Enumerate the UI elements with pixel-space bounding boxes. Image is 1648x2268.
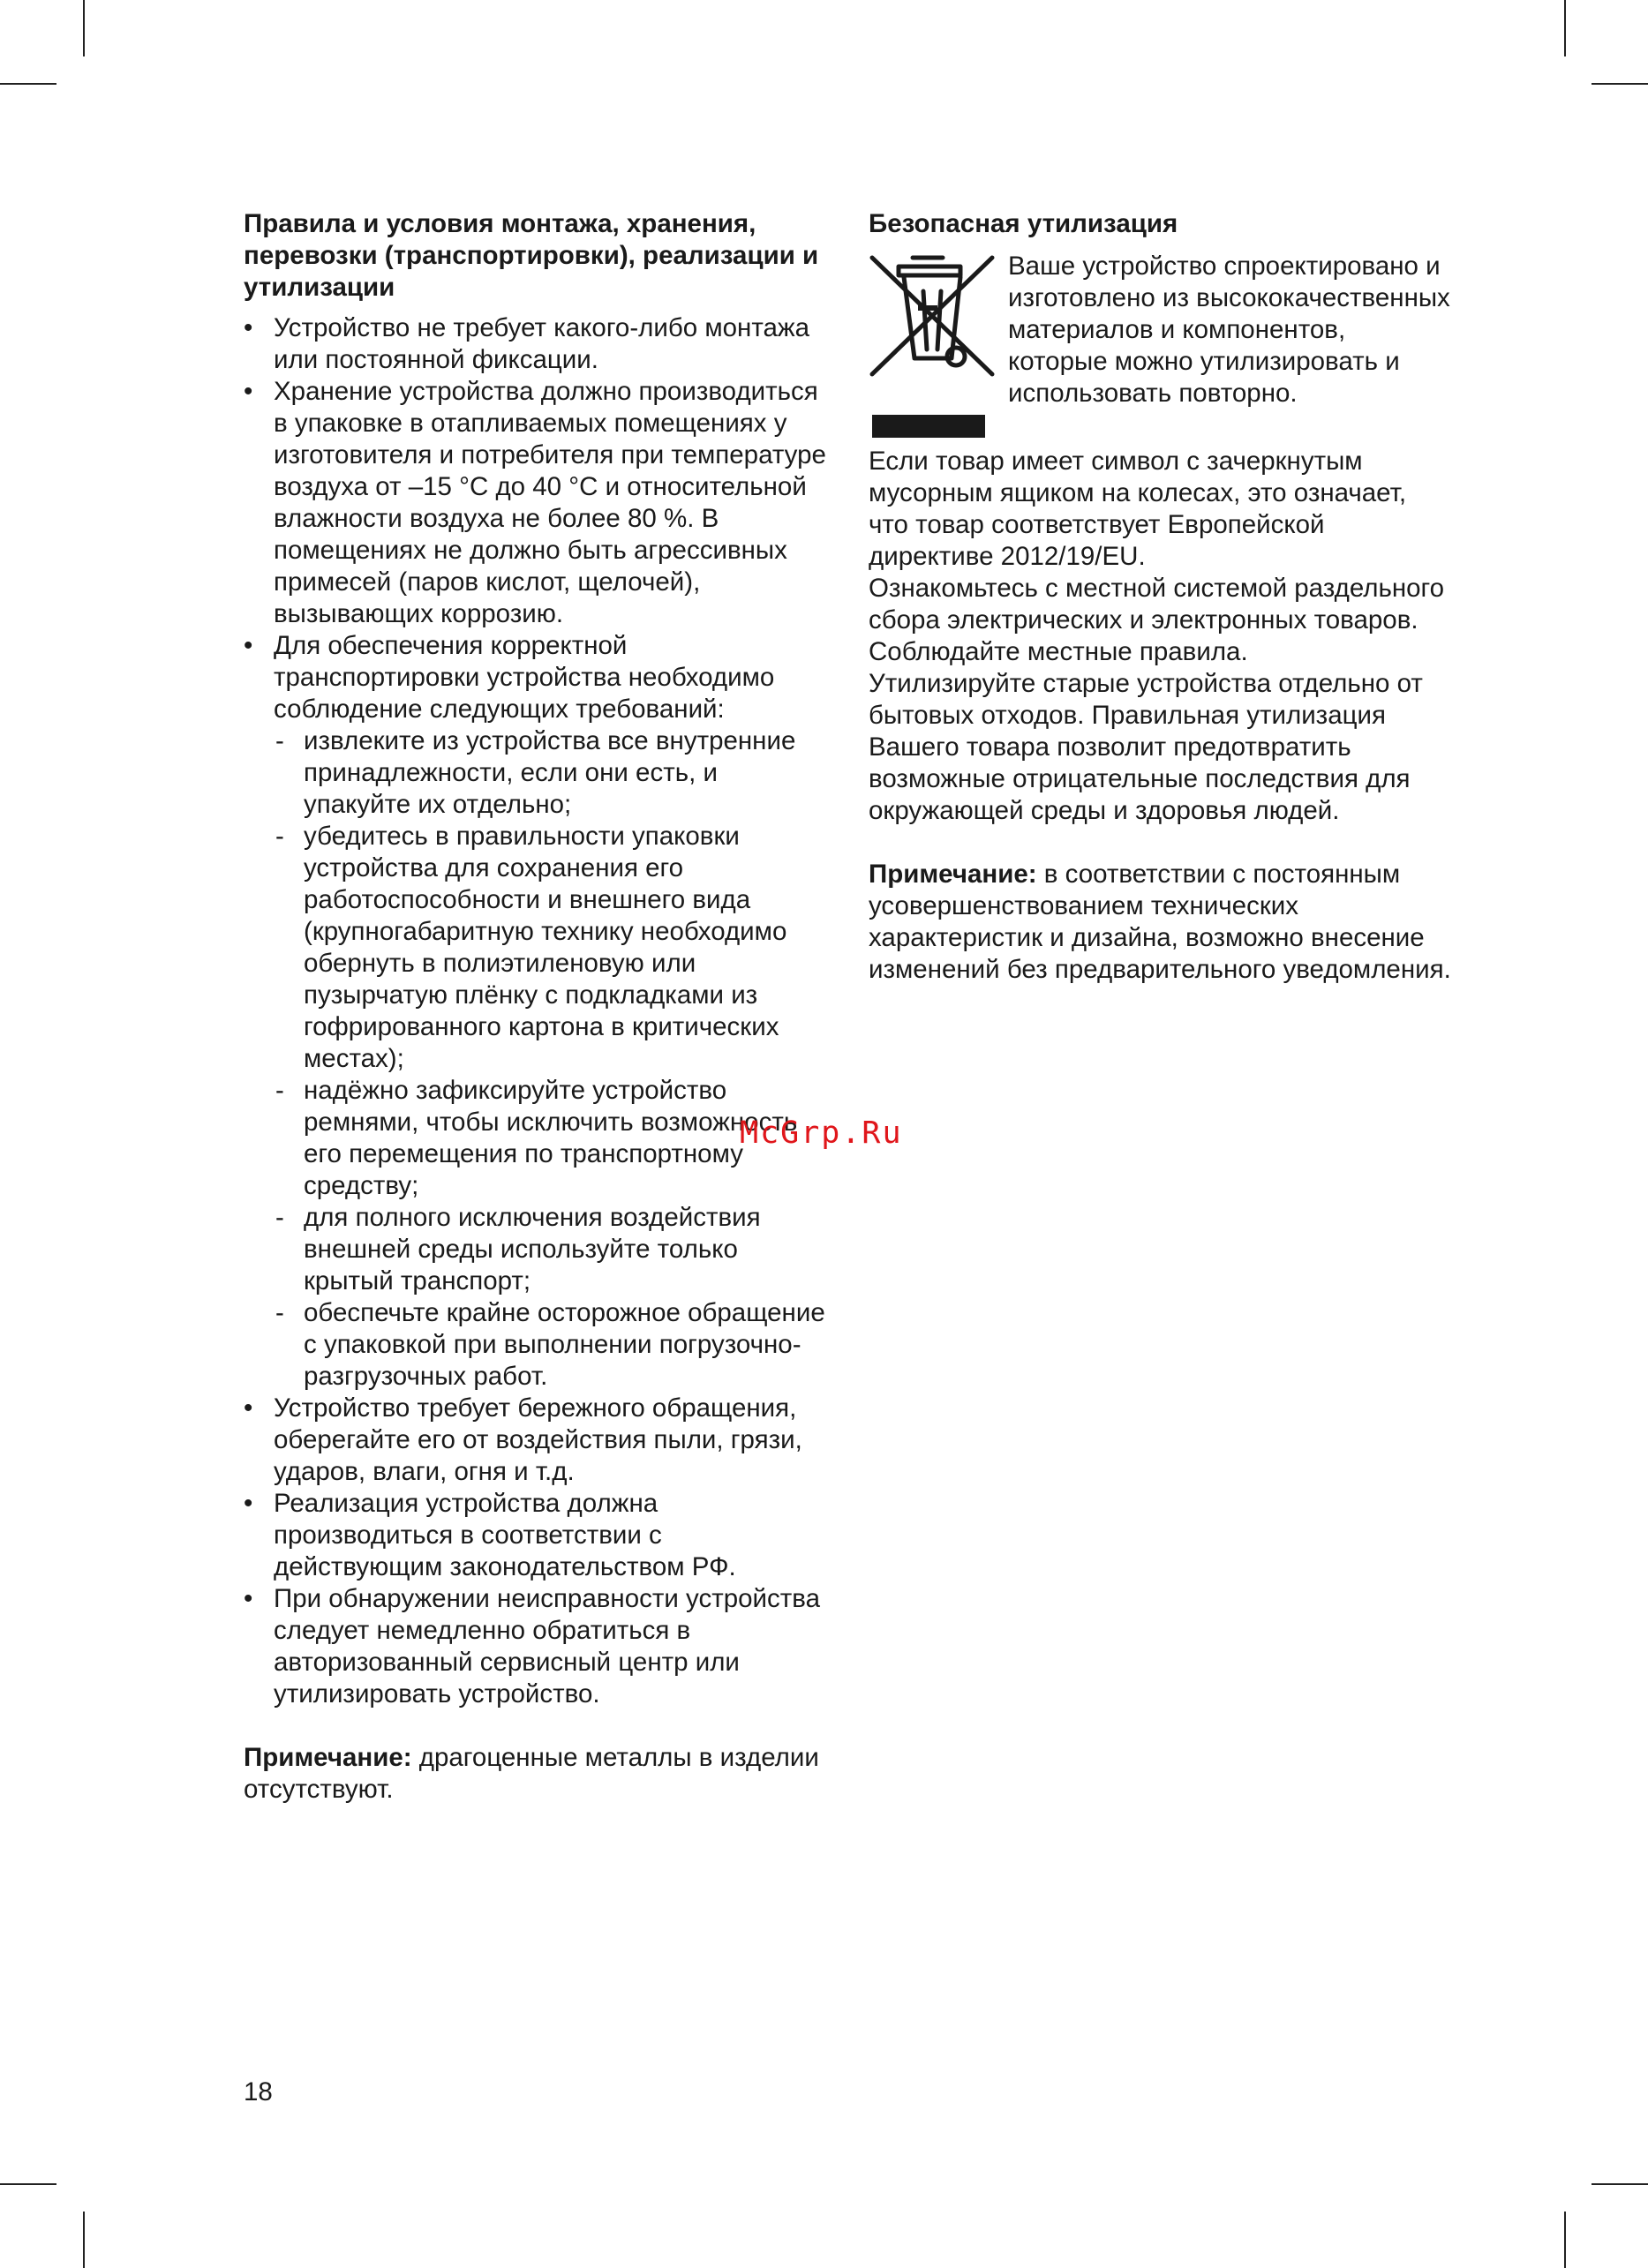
list-item-text: Для обеспечения корректной транспортировки устройства необходимо соблюдение следующих требований: [274,631,775,724]
crop-mark [83,2212,85,2268]
section-heading-disposal: Безопасная утилизация [869,209,1178,238]
list-item [244,630,832,1393]
sub-list-item: - обеспечьте крайне осторожное обращение с упаковкой при выполнении погрузочно-разгрузочных работ. [274,1297,832,1393]
right-column [869,208,1451,986]
sub-list-item: - убедитесь в правильности упаковки устройства для сохранения его работоспособности и внешнего вида (крупногабаритную технику необходимо обернуть в полиэтиленовую или пузырчатую плёнку с подкладками из гофрированного картона в критических местах); [274,821,832,1075]
note-label: Примечание: [869,860,1037,889]
requirements-list [244,312,832,1710]
crossed-out-wheeled-bin-icon [869,251,1001,446]
weee-symbol-block [869,251,1451,446]
note-right [869,859,1451,986]
crop-mark [83,0,85,56]
list-item: • При обнаружении неисправности устройства следует немедленно обратиться в авторизованный сервисный центр или утилизировать устройство. [244,1583,832,1710]
left-column [244,208,832,1806]
section-heading-installation: Правила и условия монтажа, хранения, перевозки (транспортировки), реализации и утилизации [244,209,819,302]
page-number: 18 [244,2077,273,2107]
watermark-text: McGrp.Ru [740,1115,903,1151]
sub-list-item: - извлеките из устройства все внутренние принадлежности, если они есть, и упакуйте их отдельно; [274,725,832,821]
note-text: в соответствии с постоянным усовершенствованием технических характеристик и дизайна, возможно внесение изменений без предварительного уведомления. [869,860,1451,984]
sub-list-item: - для полного исключения воздействия внешней среды используйте только крытый транспорт; [274,1202,832,1297]
crop-mark [1564,2212,1566,2268]
list-item: • Хранение устройства должно производиться в упаковке в отапливаемых помещениях у изготовителя и потребителя при температуре воздуха от –15 °C до 40 °C и относительной влажности воздуха не более 80 %. В помещениях не должно быть агрессивных примесей (паров кислот, щелочей), вызывающих коррозию. [244,376,832,630]
note-left [244,1742,832,1806]
list-item: • Устройство требует бережного обращения, оберегайте его от воздействия пыли, грязи, ударов, влаги, огня и т.д. [244,1393,832,1488]
symbol-description: Ваше устройство спроектировано и изготовлено из высококачественных материалов и компонентов, которые можно утилизировать и использовать повторно. [1008,252,1450,408]
crop-mark [1564,0,1566,56]
note-label: Примечание: [244,1743,412,1772]
disposal-paragraph: Соблюдайте местные правила. [869,637,1248,666]
crop-mark [0,2183,56,2185]
transport-sublist [274,725,832,1393]
disposal-paragraph: Ознакомьтесь с местной системой раздельного сбора электрических и электронных товаров. [869,574,1445,635]
crop-mark [0,83,56,85]
list-item: • Устройство не требует какого-либо монтажа или постоянной фиксации. [244,312,832,376]
sub-list-item: - надёжно зафиксируйте устройство ремнями, чтобы исключить возможность его перемещения по транспортному средству; [274,1075,832,1202]
note-text: драгоценные металлы в изделии отсутствуют. [244,1743,819,1804]
crop-mark [1592,2183,1648,2185]
disposal-paragraph: Утилизируйте старые устройства отдельно от бытовых отходов. Правильная утилизация Вашего товара позволит предотвратить возможные отрицательные последствия для окружающей среды и здоровья людей. [869,669,1423,825]
list-item: • Реализация устройства должна производиться в соответствии с действующим законодательством РФ. [244,1488,832,1583]
crop-mark [1592,83,1648,85]
disposal-paragraph: Если товар имеет символ с зачеркнутым мусорным ящиком на колесах, это означает, что товар соответствует Европейской директиве 2012/19/EU. [869,447,1407,571]
